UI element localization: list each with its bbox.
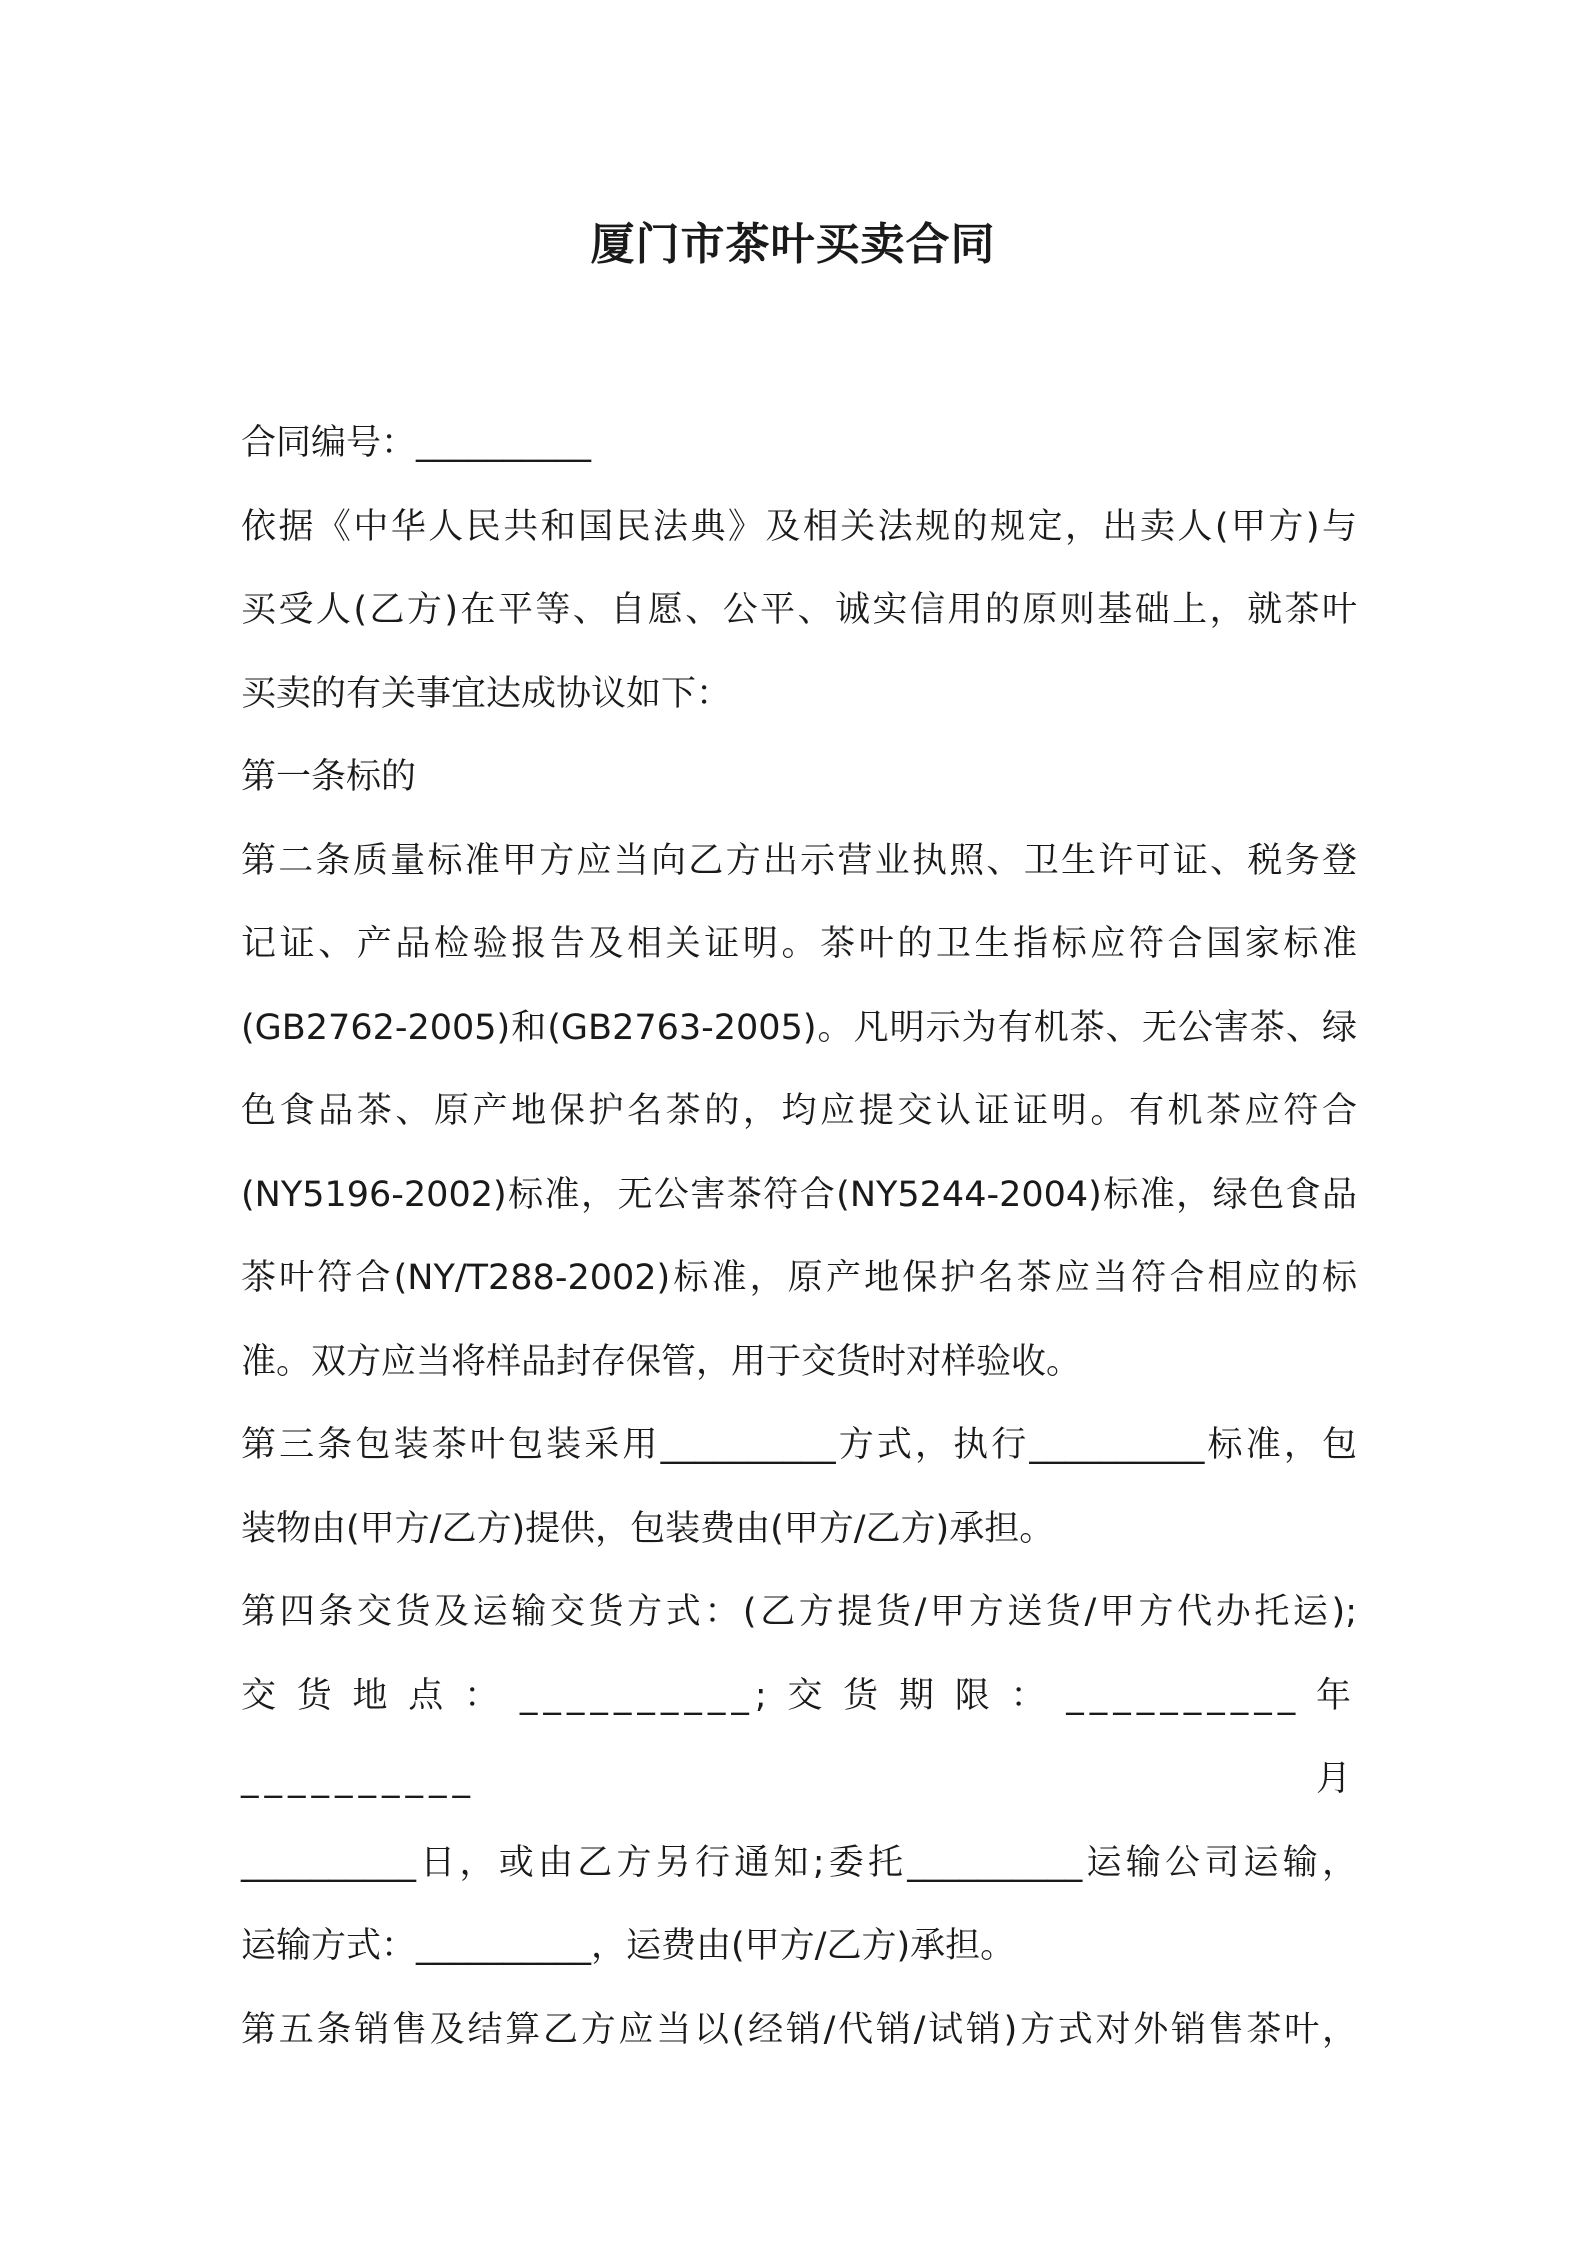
article-4-line-3: __________日，或由乙方另行通知;委托__________运输公司运输，	[241, 1842, 1357, 1883]
article-5-line-1: 第五条销售及结算乙方应当以(经销/代销/试销)方式对外销售茶叶，	[241, 2009, 1357, 2050]
article-2-line-2: 记证、产品检验报告及相关证明。茶叶的卫生指标应符合国家标准	[241, 924, 1357, 964]
article-2-line-1: 第二条质量标准甲方应当向乙方出示营业执照、卫生许可证、税务登	[241, 840, 1357, 881]
intro-line-2: 买受人(乙方)在平等、自愿、公平、诚实信用的原则基础上，就茶叶	[241, 590, 1357, 630]
article-1-heading: 第一条标的	[241, 757, 417, 797]
article-4-line-1: 第四条交货及运输交货方式：(乙方提货/甲方送货/甲方代办托运);	[241, 1592, 1357, 1632]
article-2-line-3: (GB2762-2005)和(GB2763-2005)。凡明示为有机茶、无公害茶、绿	[241, 1007, 1357, 1048]
article-3-line-2: 装物由(甲方/乙方)提供，包装费由(甲方/乙方)承担。	[241, 1508, 1055, 1549]
intro-line-3: 买卖的有关事宜达成协议如下：	[241, 673, 732, 714]
article-4-line-2: 交货地点：__________;交货期限：__________年__________月	[241, 1675, 1357, 1799]
article-4-line-4: 运输方式：__________，运费由(甲方/乙方)承担。	[241, 1926, 1016, 1966]
document-title: 厦门市茶叶买卖合同	[590, 219, 996, 270]
article-2-line-6: 茶叶符合(NY/T288-2002)标准，原产地保护名茶应当符合相应的标	[241, 1258, 1357, 1298]
document-body	[241, 402, 1357, 2072]
article-2-line-4: 色食品茶、原产地保护名茶的，均应提交认证证明。有机茶应符合	[241, 1091, 1357, 1131]
intro-line-1: 依据《中华人民共和国民法典》及相关法规的规定，出卖人(甲方)与	[241, 506, 1357, 547]
article-2-line-7: 准。双方应当将样品封存保管，用于交货时对样验收。	[241, 1341, 1082, 1382]
article-3-line-1: 第三条包装茶叶包装采用__________方式，执行__________标准，包	[241, 1425, 1357, 1465]
article-2-line-5: (NY5196-2002)标准，无公害茶符合(NY5244-2004)标准，绿色食品	[241, 1174, 1357, 1215]
contract-number-line: 合同编号：__________	[241, 423, 592, 463]
